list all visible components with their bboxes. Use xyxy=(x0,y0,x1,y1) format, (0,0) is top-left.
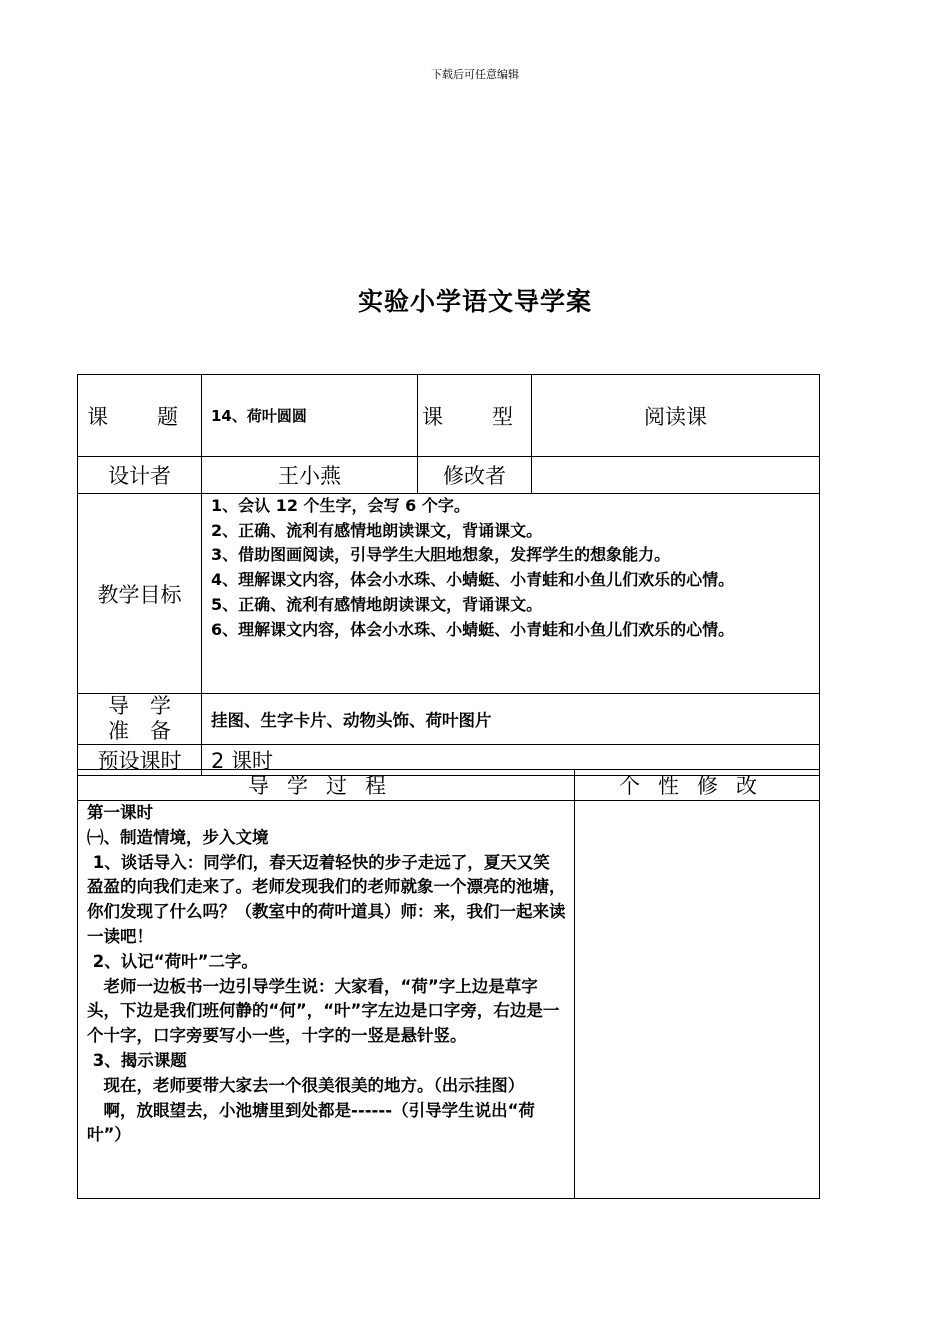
type-value: 阅读课 xyxy=(532,375,820,457)
lesson-info-table xyxy=(77,374,820,776)
process-content xyxy=(78,801,575,1199)
subject-label: 课 题 xyxy=(78,375,202,457)
process-line: 啊，放眼望去，小池塘里到处都是------（引导学生说出“荷叶”） xyxy=(87,1100,535,1145)
notes-content xyxy=(575,801,820,1199)
row-objectives xyxy=(78,494,820,694)
objectives-label: 教学目标 xyxy=(78,494,202,694)
process-header-row xyxy=(78,770,820,801)
process-table xyxy=(77,769,820,1199)
preparation-value: 挂图、生字卡片、动物头饰、荷叶图片 xyxy=(202,694,820,745)
objective-item: 5、正确、流利有感情地朗读课文，背诵课文。 xyxy=(211,594,543,614)
objective-item: 6、理解课文内容，体会小水珠、小蜻蜓、小青蛙和小鱼儿们欢乐的心情。 xyxy=(211,619,735,639)
objective-item: 3、借助图画阅读，引导学生大胆地想象，发挥学生的想象能力。 xyxy=(211,545,671,565)
subject-value: 14、荷叶圆圆 xyxy=(202,375,418,457)
designer-value: 王小燕 xyxy=(202,457,418,494)
preparation-label-line2: 准 备 xyxy=(108,719,171,743)
page-title: 实验小学语文导学案 xyxy=(357,287,592,316)
row-designer xyxy=(78,457,820,494)
process-line: 老师一边板书一边引导学生说：大家看，“荷”字上边是草字头，下边是我们班何静的“何”，“叶”字左边是口字旁，右边是一个十字，口字旁要写小一些，十字的一竖是悬针竖。 xyxy=(87,976,560,1046)
process-body-row xyxy=(78,801,820,1199)
designer-label: 设计者 xyxy=(78,457,202,494)
row-preparation xyxy=(78,694,820,745)
objective-item: 1、会认 12 个生字，会写 6 个字。 xyxy=(211,496,470,515)
type-label: 课 型 xyxy=(418,375,532,457)
header-note: 下载后可任意编辑 xyxy=(431,68,519,81)
objectives-list xyxy=(202,494,820,694)
preparation-label-line1: 导 学 xyxy=(108,694,171,718)
objective-item: 4、理解课文内容，体会小水珠、小蜻蜓、小青蛙和小鱼儿们欢乐的心情。 xyxy=(211,570,735,590)
process-line: 2、认记“荷叶”二字。 xyxy=(87,951,258,971)
hours-value: 2 课时 xyxy=(202,745,820,776)
objective-item: 2、正确、流利有感情地朗读课文，背诵课文。 xyxy=(211,520,543,540)
process-line: 1、谈话导入：同学们，春天迈着轻快的步子走远了，夏天又笑盈盈的向我们走来了。老师发现我们的老师就象一个漂亮的池塘，你们发现了什么吗？（教室中的荷叶道具）师：来，我们一起来读一读吧！ xyxy=(87,852,566,946)
notes-header: 个性修改 xyxy=(575,770,820,801)
preparation-label xyxy=(78,694,202,745)
row-subject xyxy=(78,375,820,457)
process-line: 第一课时 xyxy=(87,803,153,822)
process-line: 3、揭示课题 xyxy=(87,1050,187,1070)
process-header: 导学过程 xyxy=(78,770,575,801)
hours-label: 预设课时 xyxy=(78,745,202,776)
reviser-label: 修改者 xyxy=(418,457,532,494)
reviser-value xyxy=(532,457,820,494)
process-line: 现在，老师要带大家去一个很美很美的地方。（出示挂图） xyxy=(87,1075,525,1095)
process-line: ㈠、制造情境，步入文境 xyxy=(87,827,269,847)
